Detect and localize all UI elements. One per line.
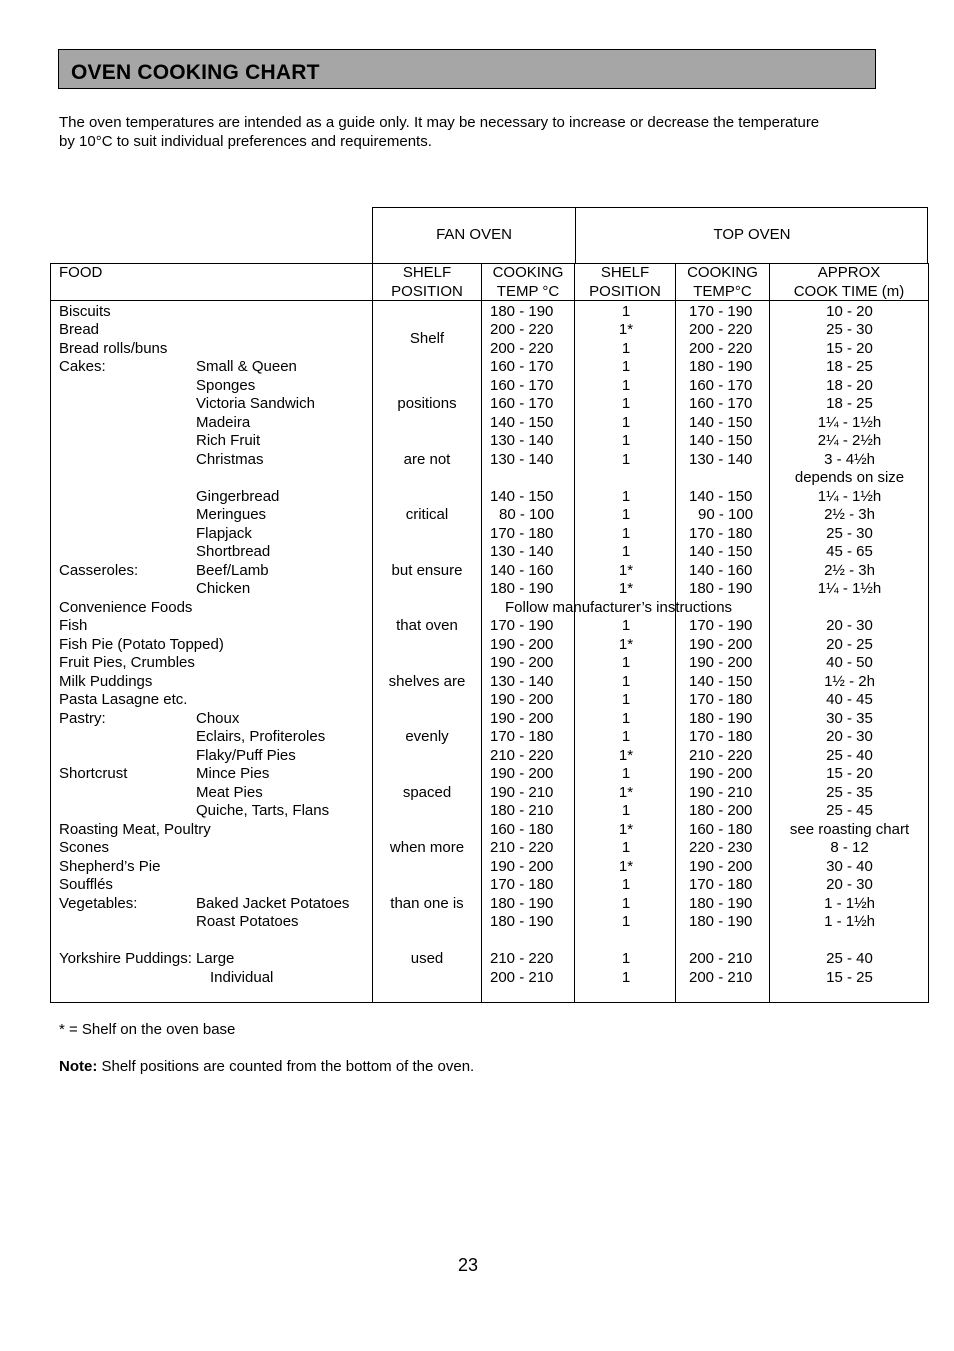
- fan-temp-cell: 170 - 180: [490, 524, 554, 542]
- fan-oven-header: FAN OVEN: [436, 226, 512, 243]
- cook-time-cell: 20 - 30: [826, 617, 873, 634]
- table-row: [51, 377, 928, 396]
- top-shelf-cell: 1: [621, 506, 631, 523]
- cook-time-cell: 18 - 20: [826, 376, 873, 394]
- fan-temp-cell: 190 - 200: [490, 709, 554, 727]
- food-sub-cell: Christmas: [196, 450, 264, 468]
- food-sub-cell: Shortbread: [196, 543, 271, 560]
- top-shelf-cell: 1*: [618, 635, 634, 653]
- fan-temp-cell: 180 - 190: [490, 580, 554, 597]
- cook-time-cell: 1¼ - 1½h: [817, 413, 882, 431]
- table-row: [51, 654, 928, 673]
- top-shelf-cell: 1: [621, 450, 631, 468]
- top-temp-cell: 190 - 210: [689, 783, 753, 801]
- fan-temp-cell: 130 - 140: [490, 432, 554, 449]
- header-cook-time: [770, 264, 928, 301]
- header-top-shelf: [575, 264, 675, 301]
- cook-time-cell: 8 - 12: [830, 839, 869, 856]
- note-text: Shelf positions are counted from the bottom of the oven.: [97, 1058, 475, 1075]
- fan-temp-cell: 160 - 180: [490, 820, 554, 838]
- top-temp-cell: 170 - 180: [689, 691, 753, 708]
- top-shelf-cell: 1: [621, 950, 631, 967]
- food-sub-cell: Beef/Lamb: [196, 561, 269, 579]
- cook-time-cell: 15 - 25: [826, 968, 873, 986]
- oven-group-header: [372, 207, 928, 264]
- cook-time-cell: 25 - 30: [826, 321, 873, 338]
- food-sub-cell: Quiche, Tarts, Flans: [196, 802, 330, 819]
- fan-temp-cell: 210 - 220: [490, 839, 554, 856]
- cook-time-cell: 25 - 40: [826, 950, 873, 967]
- cook-time-cell: 2¼ - 2½h: [817, 432, 882, 449]
- table-row: [51, 358, 928, 377]
- cook-time-cell: 40 - 50: [826, 654, 873, 671]
- top-shelf-cell: 1: [621, 691, 631, 708]
- food-sub-cell: Roast Potatoes: [196, 913, 299, 930]
- top-temp-cell: 140 - 150: [689, 487, 753, 505]
- top-shelf-cell: 1: [621, 432, 631, 449]
- food-sub-cell: Mince Pies: [196, 765, 270, 782]
- table-row: [51, 876, 928, 895]
- top-temp-cell: 180 - 190: [689, 358, 753, 375]
- fan-temp-cell: 130 - 140: [490, 543, 554, 560]
- fan-temp-cell: 160 - 170: [490, 358, 554, 375]
- food-cell: Pastry:: [59, 709, 106, 727]
- cook-time-cell: 25 - 45: [826, 802, 873, 819]
- top-temp-cell: 180 - 200: [689, 802, 753, 819]
- table-row: [51, 303, 928, 322]
- food-sub-cell: Choux: [196, 709, 240, 727]
- fan-shelf-note-text: critical: [405, 506, 449, 523]
- cook-time-cell: 18 - 25: [826, 395, 873, 412]
- top-temp-cell: 160 - 170: [689, 395, 753, 412]
- food-sub-cell: Meringues: [196, 506, 267, 523]
- cook-time-cell: 2½ - 3h: [824, 561, 875, 579]
- top-shelf-cell: 1*: [618, 580, 634, 597]
- fan-shelf-note-text: shelves are: [388, 672, 466, 690]
- top-shelf-cell: 1*: [618, 746, 634, 764]
- top-shelf-cell: 1: [621, 413, 631, 431]
- top-temp-cell: 180 - 190: [689, 894, 753, 912]
- fan-shelf-note: [51, 673, 928, 692]
- fan-shelf-note: [51, 950, 928, 969]
- food-cell: Bread: [59, 321, 100, 338]
- fan-temp-cell: 200 - 220: [490, 321, 554, 338]
- table-row: [51, 543, 928, 562]
- food-sub-cell: Chicken: [196, 580, 251, 597]
- top-temp-cell: 190 - 200: [689, 635, 753, 653]
- table-row: [51, 469, 928, 488]
- fan-shelf-note: [51, 895, 928, 914]
- fan-shelf-note: [51, 839, 928, 858]
- top-shelf-cell: 1: [621, 728, 631, 745]
- header-line: POSITION: [391, 282, 463, 300]
- top-shelf-cell: 1*: [618, 783, 634, 801]
- cook-time-cell: 18 - 25: [826, 358, 873, 375]
- page-title: OVEN COOKING CHART: [71, 61, 320, 84]
- top-temp-cell: 160 - 180: [689, 820, 753, 838]
- top-shelf-cell: 1: [621, 765, 631, 782]
- food-cell: Roasting Meat, Poultry: [59, 820, 211, 838]
- fan-shelf-note-text: spaced: [402, 783, 452, 801]
- fan-temp-cell: 170 - 190: [490, 617, 554, 634]
- header-line: TEMP °C: [496, 282, 560, 300]
- header-food: FOOD: [59, 264, 103, 281]
- top-shelf-cell: 1: [621, 302, 631, 320]
- food-cell: Pasta Lasagne etc.: [59, 691, 188, 708]
- header-line: POSITION: [589, 282, 661, 300]
- top-shelf-cell: 1*: [618, 561, 634, 579]
- top-temp-cell: 190 - 200: [689, 765, 753, 782]
- fan-shelf-note: [51, 395, 928, 414]
- food-sub-cell: Flaky/Puff Pies: [196, 746, 296, 764]
- table-row: [51, 488, 928, 507]
- food-cell: Fish: [59, 617, 88, 634]
- table-row: [51, 691, 928, 710]
- header-line: APPROX: [817, 264, 881, 281]
- top-temp-cell: 140 - 150: [689, 543, 753, 560]
- top-shelf-cell: 1: [621, 672, 631, 690]
- food-cell: Fish Pie (Potato Topped): [59, 635, 224, 653]
- food-sub-cell: Individual: [210, 968, 274, 986]
- food-sub-cell: Madeira: [196, 413, 251, 431]
- top-temp-cell: 140 - 150: [689, 413, 753, 431]
- table-row: [51, 765, 928, 784]
- fan-shelf-note-text: but ensure: [391, 561, 463, 579]
- table-row: [51, 525, 928, 544]
- table-row: [51, 710, 928, 729]
- food-cell: Cakes:: [59, 358, 106, 375]
- header-line: COOKING: [492, 264, 564, 281]
- intro-text: [59, 114, 899, 151]
- food-cell: Bread rolls/buns: [59, 339, 168, 357]
- fan-shelf-note: [51, 562, 928, 581]
- food-cell: Yorkshire Puddings: Large: [59, 950, 235, 967]
- cook-time-cell: 1 - 1½h: [824, 894, 875, 912]
- fan-shelf-note-text: when more: [389, 839, 465, 856]
- header-fan-shelf: [373, 264, 481, 301]
- food-cell: Scones: [59, 839, 110, 856]
- fan-temp-cell: 140 - 160: [490, 561, 554, 579]
- intro-line: The oven temperatures are intended as a guide only. It may be necessary to increase or decrease the temperature: [59, 114, 820, 131]
- top-oven-header: TOP OVEN: [713, 226, 791, 243]
- food-cell: Biscuits: [59, 302, 111, 320]
- table-row: [51, 580, 928, 599]
- header-line: COOKING: [687, 264, 758, 281]
- fan-shelf-note-text: are not: [403, 450, 451, 468]
- fan-shelf-note: [51, 506, 928, 525]
- top-shelf-cell: 1: [621, 913, 631, 930]
- food-cell: Convenience Foods: [59, 598, 193, 616]
- title-bar: [58, 49, 876, 89]
- top-shelf-cell: 1: [621, 487, 631, 505]
- top-shelf-cell: 1: [621, 802, 631, 819]
- top-temp-cell: 200 - 210: [689, 950, 753, 967]
- cook-time-cell: 30 - 40: [826, 857, 873, 875]
- top-temp-cell: 160 - 170: [689, 376, 753, 394]
- header-fan-temp: [482, 264, 574, 301]
- food-sub-cell: Eclairs, Profiteroles: [196, 728, 326, 745]
- top-shelf-cell: 1*: [618, 857, 634, 875]
- food-sub-cell: Baked Jacket Potatoes: [196, 894, 350, 912]
- fan-temp-cell: 190 - 200: [490, 635, 554, 653]
- cook-time-cell: 20 - 25: [826, 635, 873, 653]
- cook-time-cell: 15 - 20: [826, 339, 873, 357]
- instructions-cell: Follow manufacturer’s instructions: [505, 598, 733, 616]
- header-top-temp: [676, 264, 769, 301]
- top-shelf-cell: 1: [621, 876, 631, 893]
- header-line: COOK TIME (m): [793, 282, 905, 300]
- fan-shelf-note-text: than one is: [390, 894, 464, 912]
- top-temp-cell: 190 - 200: [689, 857, 753, 875]
- top-temp-cell: 180 - 190: [689, 709, 753, 727]
- cook-time-cell: see roasting chart: [789, 820, 910, 838]
- food-sub-cell: Flapjack: [196, 524, 252, 542]
- cook-time-cell: 10 - 20: [826, 302, 873, 320]
- top-temp-cell: 170 - 180: [689, 524, 753, 542]
- fan-temp-cell: 180 - 190: [490, 894, 554, 912]
- table-row: [51, 414, 928, 433]
- cook-time-cell: 45 - 65: [826, 543, 873, 560]
- fan-temp-cell: 190 - 200: [490, 765, 554, 782]
- cook-time-cell: 15 - 20: [826, 765, 873, 782]
- table-row: [51, 913, 928, 932]
- fan-temp-cell: 170 - 180: [490, 728, 554, 745]
- cook-time-cell: 25 - 30: [826, 524, 873, 542]
- header-line: SHELF: [600, 264, 650, 281]
- top-shelf-cell: 1: [621, 543, 631, 560]
- fan-temp-cell: 180 - 190: [490, 302, 554, 320]
- page-number: 23: [457, 1255, 479, 1275]
- cook-time-cell: 1¼ - 1½h: [817, 487, 882, 505]
- top-shelf-cell: 1: [621, 395, 631, 412]
- fan-temp-cell: 160 - 170: [490, 376, 554, 394]
- fan-shelf-note-text: evenly: [405, 728, 449, 745]
- top-temp-cell: 200 - 220: [689, 339, 753, 357]
- food-cell: Shortcrust: [59, 765, 128, 782]
- top-temp-cell: 140 - 150: [689, 672, 753, 690]
- top-temp-cell: 140 - 150: [689, 432, 753, 449]
- cook-time-cell: 1½ - 2h: [824, 672, 875, 690]
- cook-time-cell: depends on size: [794, 469, 905, 486]
- table-row: [51, 858, 928, 877]
- fan-temp-cell: 130 - 140: [490, 672, 554, 690]
- food-cell: Milk Puddings: [59, 672, 153, 690]
- food-cell: Soufflés: [59, 876, 113, 893]
- fan-shelf-note-text: positions: [397, 395, 457, 412]
- table-row: [51, 969, 928, 988]
- note-label: Note:: [59, 1058, 98, 1075]
- top-temp-cell: 200 - 210: [689, 968, 753, 986]
- fan-shelf-note-text: that oven: [396, 617, 458, 634]
- table-row: [51, 432, 928, 451]
- fan-temp-cell: 180 - 210: [490, 802, 554, 819]
- table-row: [51, 821, 928, 840]
- intro-line: by 10°C to suit individual preferences and requirements.: [59, 132, 432, 150]
- top-shelf-cell: 1: [621, 339, 631, 357]
- cook-time-cell: 1¼ - 1½h: [817, 580, 882, 597]
- note: [59, 1058, 474, 1075]
- food-sub-cell: Sponges: [196, 376, 256, 394]
- food-sub-cell: Meat Pies: [196, 783, 263, 801]
- cook-time-cell: 30 - 35: [826, 709, 873, 727]
- fan-temp-cell: 190 - 200: [490, 857, 554, 875]
- top-temp-cell: 170 - 180: [689, 728, 753, 745]
- top-temp-cell: 170 - 190: [689, 302, 753, 320]
- top-temp-cell: 90 - 100: [698, 506, 754, 523]
- fan-temp-cell: 130 - 140: [490, 450, 554, 468]
- fan-shelf-note: [51, 451, 928, 470]
- fan-shelf-note: [51, 330, 928, 349]
- header-line: SHELF: [402, 264, 452, 281]
- fan-shelf-note-text: used: [410, 950, 444, 967]
- top-temp-cell: 190 - 200: [689, 654, 753, 671]
- cook-time-cell: 25 - 35: [826, 783, 873, 801]
- fan-temp-cell: 190 - 200: [490, 691, 554, 708]
- cook-time-cell: 25 - 40: [826, 746, 873, 764]
- table-row: [51, 599, 928, 618]
- cook-time-cell: 40 - 45: [826, 691, 873, 708]
- fan-temp-cell: 140 - 150: [490, 487, 554, 505]
- fan-shelf-note-text: Shelf: [409, 330, 445, 348]
- fan-temp-cell: 170 - 180: [490, 876, 554, 893]
- top-temp-cell: 170 - 190: [689, 617, 753, 634]
- fan-temp-cell: 190 - 210: [490, 783, 554, 801]
- fan-temp-cell: 210 - 220: [490, 746, 554, 764]
- top-shelf-cell: 1: [621, 617, 631, 634]
- top-temp-cell: 180 - 190: [689, 580, 753, 597]
- fan-temp-cell: 210 - 220: [490, 950, 554, 967]
- food-sub-cell: Rich Fruit: [196, 432, 261, 449]
- food-sub-cell: Victoria Sandwich: [196, 395, 315, 412]
- fan-temp-cell: 190 - 200: [490, 654, 554, 671]
- table-row: [51, 802, 928, 821]
- top-temp-cell: 140 - 160: [689, 561, 753, 579]
- top-shelf-cell: 1: [621, 894, 631, 912]
- food-cell: Vegetables:: [59, 894, 138, 912]
- food-sub-cell: Small & Queen: [196, 358, 297, 375]
- fan-temp-cell: 200 - 220: [490, 339, 554, 357]
- top-temp-cell: 130 - 140: [689, 450, 753, 468]
- cook-time-cell: 20 - 30: [826, 876, 873, 893]
- cook-time-cell: 20 - 30: [826, 728, 873, 745]
- top-shelf-cell: 1: [621, 358, 631, 375]
- fan-shelf-note: [51, 728, 928, 747]
- top-temp-cell: 210 - 220: [689, 746, 753, 764]
- header-line: TEMP°C: [693, 282, 752, 300]
- cook-time-cell: 2½ - 3h: [824, 506, 875, 523]
- food-sub-cell: Gingerbread: [196, 487, 280, 505]
- fan-temp-cell: 180 - 190: [490, 913, 554, 930]
- fan-temp-cell: 200 - 210: [490, 968, 554, 986]
- top-shelf-cell: 1: [621, 524, 631, 542]
- top-temp-cell: 200 - 220: [689, 321, 753, 338]
- food-cell: Casseroles:: [59, 561, 139, 579]
- fan-temp-cell: 80 - 100: [499, 506, 555, 523]
- table-row: [51, 932, 928, 951]
- fan-temp-cell: 160 - 170: [490, 395, 554, 412]
- top-shelf-cell: 1*: [618, 820, 634, 838]
- fan-temp-cell: 140 - 150: [490, 413, 554, 431]
- top-shelf-cell: 1: [621, 376, 631, 394]
- top-temp-cell: 170 - 180: [689, 876, 753, 893]
- top-shelf-cell: 1*: [618, 321, 634, 338]
- table-row: [51, 747, 928, 766]
- top-shelf-cell: 1: [621, 839, 631, 856]
- food-cell: Shepherd’s Pie: [59, 857, 161, 875]
- top-shelf-cell: 1: [621, 709, 631, 727]
- table-row: [51, 636, 928, 655]
- fan-shelf-note: [51, 784, 928, 803]
- fan-shelf-note: [51, 617, 928, 636]
- cooking-table: [50, 263, 929, 1003]
- top-temp-cell: 220 - 230: [689, 839, 753, 856]
- footnote: * = Shelf on the oven base: [59, 1021, 236, 1038]
- top-shelf-cell: 1: [621, 654, 631, 671]
- cook-time-cell: 1 - 1½h: [824, 913, 875, 930]
- cook-time-cell: 3 - 4½h: [824, 450, 875, 468]
- top-shelf-cell: 1: [621, 968, 631, 986]
- top-temp-cell: 180 - 190: [689, 913, 753, 930]
- food-cell: Fruit Pies, Crumbles: [59, 654, 195, 671]
